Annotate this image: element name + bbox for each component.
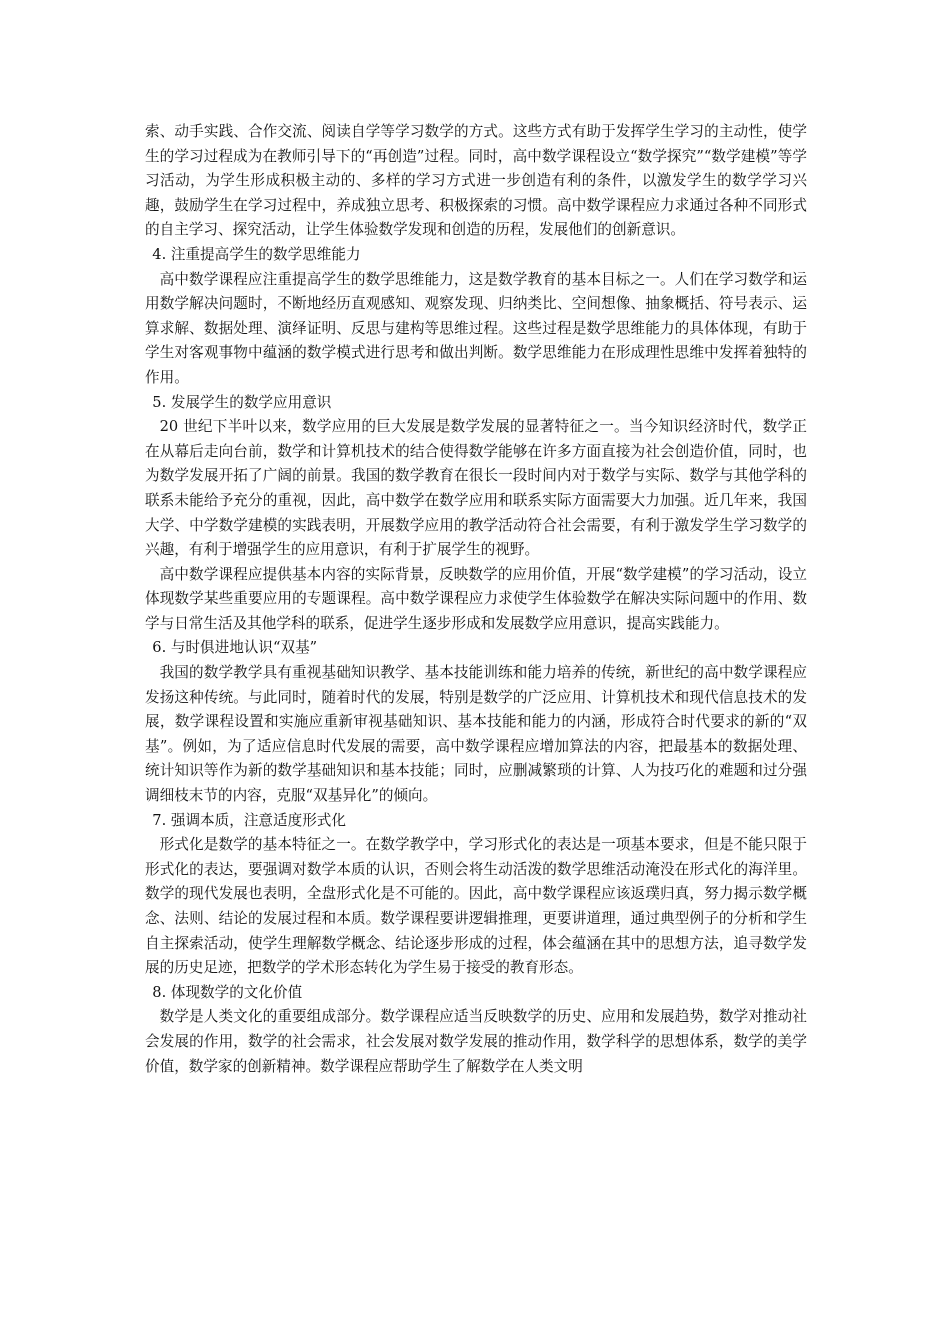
body-paragraph: 数学是人类文化的重要组成部分。数学课程应适当反映数学的历史、应用和发展趋势，数学对推动社会发展的作用，数学的社会需求，社会发展对数学发展的推动作用，数学科学的思想体系，数学的美学价值，数学家的创新精神。数学课程应帮助学生了解数学在人类文明 bbox=[145, 1008, 807, 1075]
body-paragraph: 我国的数学教学具有重视基础知识教学、基本技能训练和能力培养的传统，新世纪的高中数学课程应发扬这种传统。与此同时，随着时代的发展，特别是数学的广泛应用、计算机技术和现代信息技术的发展，数学课程设置和实施应重新审视基础知识、基本技能和能力的内涵，形成符合时代要求的新的“双基”。例如，为了适应信息时代发展的需要，高中数学课程应增加算法的内容，把最基本的数据处理、统计知识等作为新的数学基础知识和基本技能；同时，应删减繁琐的计算、人为技巧化的难题和过分强调细枝末节的内容，克服“双基异化”的倾向。 bbox=[145, 664, 807, 805]
section-heading-7: 7. 强调本质，注意适度形式化 bbox=[152, 811, 346, 829]
document-body bbox=[145, 120, 807, 1079]
body-paragraph: 索、动手实践、合作交流、阅读自学等学习数学的方式。这些方式有助于发挥学生学习的主动性，使学生的学习过程成为在教师引导下的“再创造”过程。同时，高中数学课程设立“数学探究”“数学建模”等学习活动，为学生形成积极主动的、多样的学习方式进一步创造有利的条件，以激发学生的数学学习兴趣，鼓励学生在学习过程中，养成独立思考、积极探索的习惯。高中数学课程应力求通过各种不同形式的自主学习、探究活动，让学生体验数学发现和创造的历程，发展他们的创新意识。 bbox=[145, 123, 807, 239]
body-paragraph: 20 世纪下半叶以来，数学应用的巨大发展是数学发展的显著特征之一。当今知识经济时代，数学正在从幕后走向台前，数学和计算机技术的结合使得数学能够在许多方面直接为社会创造价值，同时，也为数学发展开拓了广阔的前景。我国的数学教育在很长一段时间内对于数学与实际、数学与其他学科的联系未能给予充分的重视，因此，高中数学在数学应用和联系实际方面需要大力加强。近几年来，我国大学、中学数学建模的实践表明，开展数学应用的教学活动符合社会需要，有利于激发学生学习数学的兴趣，有利于增强学生的应用意识，有利于扩展学生的视野。 bbox=[145, 418, 807, 559]
body-paragraph: 高中数学课程应注重提高学生的数学思维能力，这是数学教育的基本目标之一。人们在学习数学和运用数学解决问题时，不断地经历直观感知、观察发现、归纳类比、空间想像、抽象概括、符号表示、运算求解、数据处理、演绎证明、反思与建构等思维过程。这些过程是数学思维能力的具体体现，有助于学生对客观事物中蕴涵的数学模式进行思考和做出判断。数学思维能力在形成理性思维中发挥着独特的作用。 bbox=[145, 270, 807, 386]
section-heading-5: 5. 发展学生的数学应用意识 bbox=[152, 393, 332, 411]
section-heading-4: 4. 注重提高学生的数学思维能力 bbox=[152, 245, 361, 263]
body-paragraph: 形式化是数学的基本特征之一。在数学教学中，学习形式化的表达是一项基本要求，但是不能只限于形式化的表达，要强调对数学本质的认识，否则会将生动活泼的数学思维活动淹没在形式化的海洋里。数学的现代发展也表明，全盘形式化是不可能的。因此，高中数学课程应该返璞归真，努力揭示数学概念、法则、结论的发展过程和本质。数学课程要讲逻辑推理，更要讲道理，通过典型例子的分析和学生自主探索活动，使学生理解数学概念、结论逐步形成的过程，体会蕴涵在其中的思想方法，追寻数学发展的历史足迹，把数学的学术形态转化为学生易于接受的教育形态。 bbox=[145, 836, 807, 977]
section-heading-6: 6. 与时俱进地认识“双基” bbox=[152, 639, 318, 657]
body-paragraph: 高中数学课程应提供基本内容的实际背景，反映数学的应用价值，开展“数学建模”的学习活动，设立体现数学某些重要应用的专题课程。高中数学课程应力求使学生体验数学在解决实际问题中的作用、数学与日常生活及其他学科的联系，促进学生逐步形成和发展数学应用意识，提高实践能力。 bbox=[145, 565, 807, 632]
section-heading-8: 8. 体现数学的文化价值 bbox=[152, 983, 303, 1001]
